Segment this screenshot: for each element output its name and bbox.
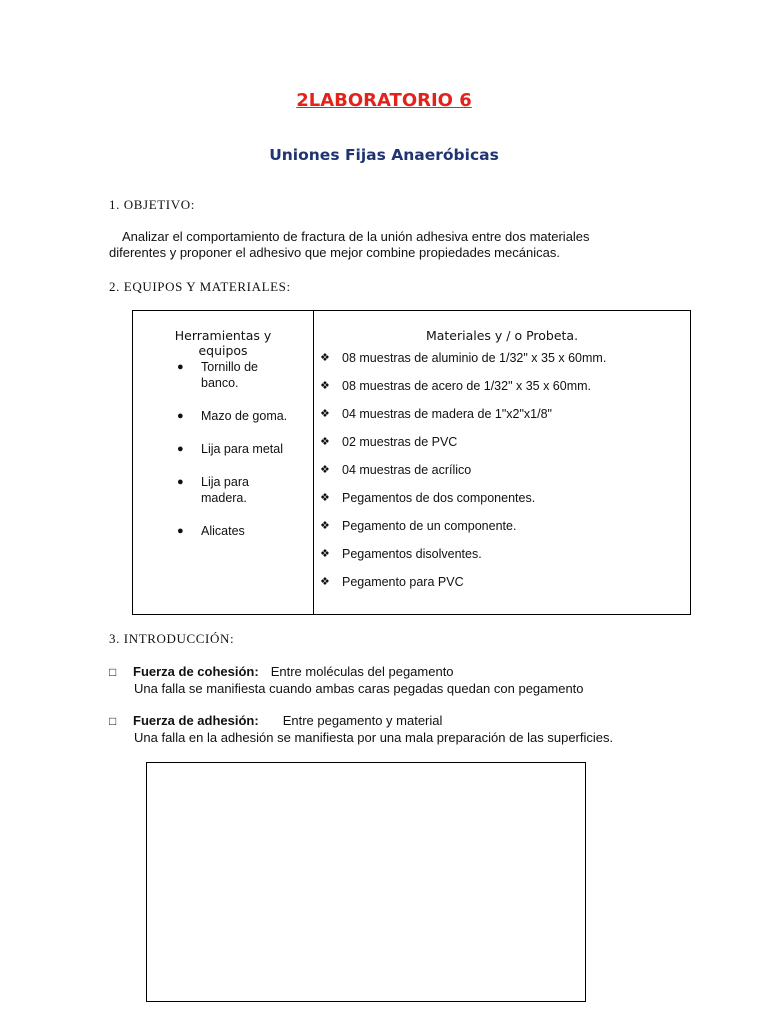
diamond-bullet-icon: ❖ xyxy=(320,408,330,420)
intro-detail: Una falla en la adhesión se manifiesta por una mala preparación de las superficies. xyxy=(134,730,614,745)
diamond-bullet-icon: ❖ xyxy=(320,352,330,364)
section-heading-introduccion: 3. INTRODUCCIÓN: xyxy=(109,631,235,646)
material-item: ❖ Pegamento de un componente. xyxy=(320,519,517,533)
tools-column xyxy=(133,311,314,615)
intro-item-cohesion xyxy=(109,664,454,679)
material-item: ❖ Pegamento para PVC xyxy=(320,575,464,589)
material-item: ❖ 08 muestras de acero de 1/32" x 35 x 60mm. xyxy=(320,379,592,393)
diamond-bullet-icon: ❖ xyxy=(320,380,330,392)
intro-item-adhesion xyxy=(109,713,442,728)
diamond-bullet-icon: ❖ xyxy=(320,492,330,504)
document-subtitle: Uniones Fijas Anaeróbicas xyxy=(269,146,499,164)
bullet-icon: ● xyxy=(177,443,184,455)
bullet-icon: ● xyxy=(177,410,184,422)
section-heading-objetivo: 1. OBJETIVO: xyxy=(109,197,195,212)
material-item: ❖ Pegamentos disolventes. xyxy=(320,547,482,561)
tool-item: ● Tornillo de banco. xyxy=(177,360,258,390)
materials-column xyxy=(314,311,691,615)
diamond-bullet-icon: ❖ xyxy=(320,576,330,588)
diamond-bullet-icon: ❖ xyxy=(320,464,330,476)
bullet-icon: ● xyxy=(177,361,184,373)
material-item: ❖ 04 muestras de madera de 1"x2"x1/8" xyxy=(320,407,552,421)
figure-placeholder-box xyxy=(146,762,586,1002)
checkbox-square-icon: □ xyxy=(109,714,117,728)
tools-header: Herramientas y equipos xyxy=(174,328,272,358)
tool-item: ● Mazo de goma. xyxy=(177,409,288,423)
equipment-table xyxy=(132,310,691,615)
material-item: ❖ 04 muestras de acrílico xyxy=(320,463,472,477)
document-title: 2LABORATORIO 6 xyxy=(296,90,472,111)
material-item: ❖ 08 muestras de aluminio de 1/32" x 35 x 60mm. xyxy=(320,351,607,365)
bullet-icon: ● xyxy=(177,476,184,488)
tool-item: ● Lija para metal xyxy=(177,442,283,456)
intro-term: Fuerza de adhesión: xyxy=(133,713,259,728)
diamond-bullet-icon: ❖ xyxy=(320,548,330,560)
intro-desc: Entre moléculas del pegamento xyxy=(270,664,454,679)
checkbox-square-icon: □ xyxy=(109,665,117,679)
tool-item: ● Lija para madera. xyxy=(177,475,249,505)
tool-item: ● Alicates xyxy=(177,524,245,538)
intro-desc: Entre pegamento y material xyxy=(282,713,443,728)
diamond-bullet-icon: ❖ xyxy=(320,520,330,532)
materials-header: Materiales y / o Probeta. xyxy=(425,328,579,343)
material-item: ❖ 02 muestras de PVC xyxy=(320,435,458,449)
section-heading-equipos: 2. EQUIPOS Y MATERIALES: xyxy=(109,279,291,294)
bullet-icon: ● xyxy=(177,525,184,537)
diamond-bullet-icon: ❖ xyxy=(320,436,330,448)
objetivo-line-2: diferentes y proponer el adhesivo que mejor combine propiedades mecánicas. xyxy=(109,245,560,260)
intro-term: Fuerza de cohesión: xyxy=(133,664,259,679)
intro-detail: Una falla se manifiesta cuando ambas caras pegadas quedan con pegamento xyxy=(134,681,584,696)
objetivo-line-1: Analizar el comportamiento de fractura de la unión adhesiva entre dos materiales xyxy=(122,229,590,244)
material-item: ❖ Pegamentos de dos componentes. xyxy=(320,491,536,505)
